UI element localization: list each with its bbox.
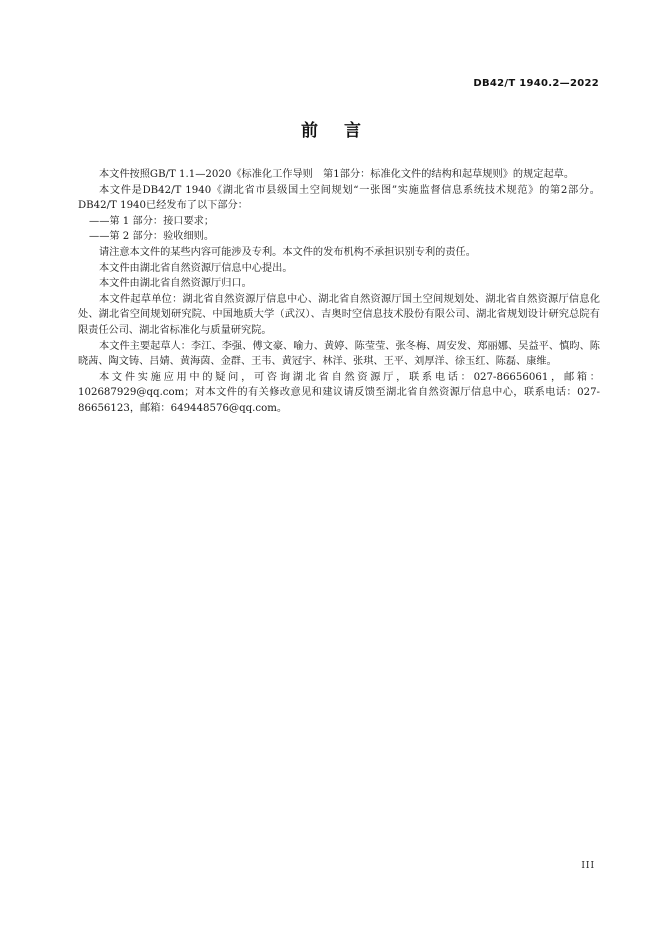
paragraph-patent-notice: 请注意本文件的某些内容可能涉及专利。本文件的发布机构不承担识别专利的责任。 bbox=[99, 246, 476, 258]
paragraph-centralized-by: 本文件由湖北省自然资源厅归口。 bbox=[99, 278, 252, 290]
document-code: DB42/T 1940.2—2022 bbox=[473, 78, 599, 89]
paragraph-contact-info: 本文件实施应用中的疑问，可咨询湖北省自然资源厅，联系电话：027-86656061，邮箱：102687929@qq.com；对本文件的有关修改意见和建议请反馈至湖北省自然资源厅信息中心，联系电话：027-86656123，邮箱：649448576@qq.com。 bbox=[78, 371, 600, 414]
foreword-body bbox=[78, 167, 600, 417]
list-item-part-1: ——第 1 部分：接口要求； bbox=[89, 215, 215, 227]
page-number: III bbox=[581, 861, 595, 871]
paragraph-proposed-by: 本文件由湖北省自然资源厅信息中心提出。 bbox=[99, 262, 293, 274]
paragraph-drafting-rules: 本文件按照GB/T 1.1—2020《标准化工作导则 第1部分：标准化文件的结构和起草规则》的规定起草。 bbox=[99, 169, 575, 180]
paragraph-drafting-units: 本文件起草单位：湖北省自然资源厅信息中心、湖北省自然资源厅国土空间规划处、湖北省自然资源厅信息化处、湖北省空间规划研究院、中国地质大学（武汉）、吉奥时空信息技术股份有限公司、湖北省规划设计研究总院有限责任公司、湖北省标准化与质量研究院。 bbox=[78, 293, 600, 336]
paragraph-drafters: 本文件主要起草人：李江、李强、傅文豪、喻力、黄婷、陈莹莹、张冬梅、周安发、郑丽娜、吴益平、慎昀、陈晓茜、陶文铸、吕婧、黄海茵、金群、王韦、黄冠宇、林洋、张琪、王平、刘厚洋、徐玉红、陈磊、康维。 bbox=[78, 340, 600, 368]
page-title: 前言 bbox=[301, 121, 387, 141]
list-item-part-2: ——第 2 部分：验收细则。 bbox=[89, 231, 215, 243]
paragraph-document-part: 本文件是DB42/T 1940《湖北省市县级国土空间规划“一张图”实施监督信息系统技术规范》的第2部分。DB42/T 1940已经发布了以下部分： bbox=[78, 184, 600, 212]
